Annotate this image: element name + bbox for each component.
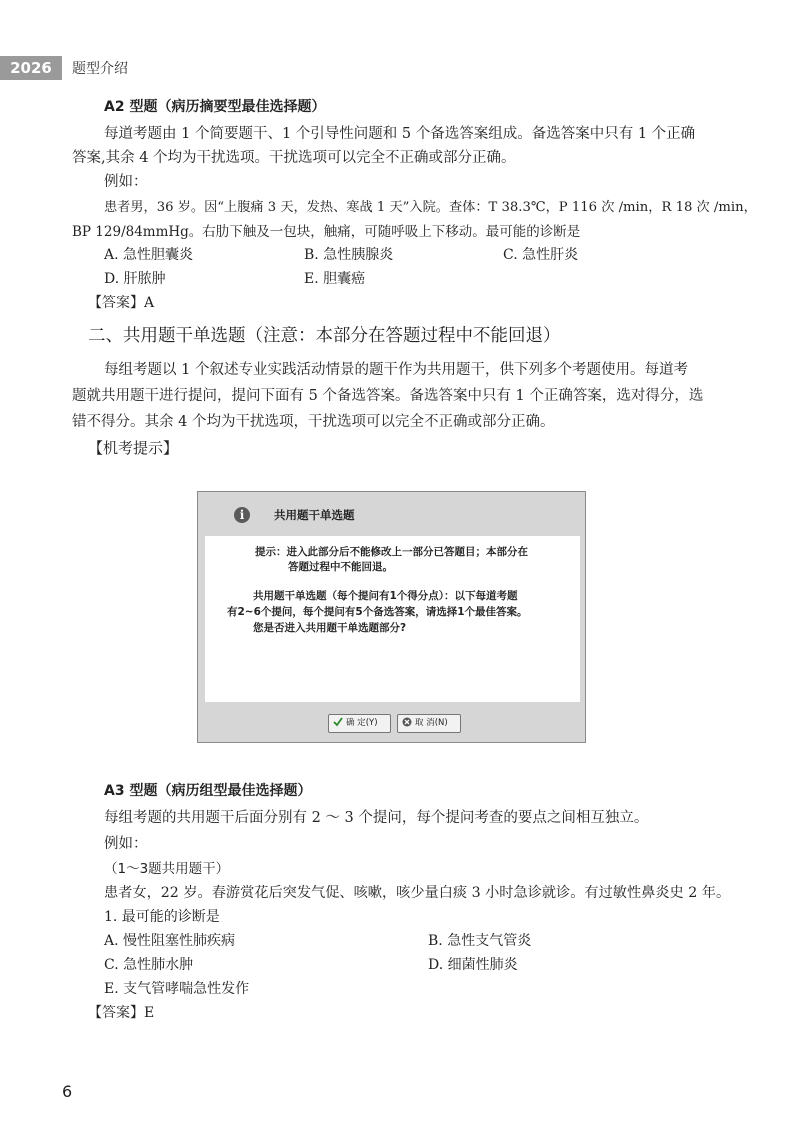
a2-option-d: D. 肝脓肿 (104, 271, 166, 287)
a3-option-d: D. 细菌性肺炎 (428, 957, 518, 973)
dialog-line4: 有2~6个提问，每个提问有5个备选答案，请选择1个最佳答案。 (227, 606, 528, 618)
a2-stem-line2: BP 129/84mmHg。右肋下触及一包块，触痛，可随呼吸上下移动。最可能的诊断是 (72, 224, 581, 240)
dialog-title: 共用题干单选题 (274, 508, 355, 522)
a2-desc-line2: 答案,其余 4 个均为干扰选项。干扰选项可以完全不正确或部分正确。 (72, 150, 516, 166)
dialog-line3: 共用题干单选题（每个提问有1个得分点）：以下每道考题 (253, 590, 518, 602)
a2-title: A2 型题（病历摘要型最佳选择题） (104, 99, 326, 115)
header-title: 题型介绍 (72, 61, 128, 77)
confirm-button-label: 确 定(Y) (346, 718, 378, 728)
a2-option-c: C. 急性肝炎 (503, 247, 579, 263)
a3-title: A3 型题（病历组型最佳选择题） (104, 783, 312, 799)
hint-title: 【机考提示】 (88, 439, 179, 457)
a3-example-label: 例如： (104, 836, 148, 852)
dialog-window (197, 491, 586, 743)
confirm-button[interactable] (328, 714, 391, 733)
section2-desc-line2: 题就共用题干进行提问，提问下面有 5 个备选答案。备选答案中只有 1 个正确答案，选对得分，选 (72, 388, 704, 404)
a3-option-a: A. 慢性阻塞性肺疾病 (104, 933, 236, 949)
a2-option-b: B. 急性胰腺炎 (304, 247, 394, 263)
checkmark-icon (333, 717, 343, 727)
a2-stem-line1: 患者男，36 岁。因“上腹痛 3 天，发热、寒战 1 天”入院。查体：T 38.3℃，P 116 次 /min，R 18 次 /min， (104, 200, 757, 215)
section2-desc-line3: 错不得分。其余 4 个均为干扰选项，干扰选项可以完全不正确或部分正确。 (72, 414, 555, 430)
a3-question: 1. 最可能的诊断是 (104, 909, 220, 925)
a2-desc-line1: 每道考题由 1 个简要题干、1 个引导性问题和 5 个备选答案组成。备选答案中只有 1 个正确 (104, 126, 696, 142)
dialog-body (205, 536, 580, 702)
a3-option-b: B. 急性支气管炎 (428, 933, 532, 949)
a2-example-label: 例如： (104, 174, 148, 190)
a3-option-c: C. 急性肺水肿 (104, 957, 194, 973)
page-number: 6 (62, 1082, 73, 1101)
year-badge: 2026 (0, 56, 62, 80)
section2-title: 二、共用题干单选题（注意：本部分在答题过程中不能回退） (88, 326, 561, 346)
a3-stem: 患者女，22 岁。春游赏花后突发气促、咳嗽，咳少量白痰 3 小时急诊就诊。有过敏性鼻炎史 2 年。 (104, 885, 731, 901)
section2-desc-line1: 每组考题以 1 个叙述专业实践活动情景的题干作为共用题干，供下列多个考题使用。每道考 (104, 362, 688, 378)
dialog-line2: 答题过程中不能回退。 (288, 561, 393, 573)
a2-option-e: E. 胆囊癌 (304, 271, 366, 287)
dialog-line1: 提示：进入此部分后不能修改上一部分已答题目；本部分在 (255, 546, 528, 558)
dialog-line5: 您是否进入共用题干单选题部分? (253, 622, 407, 634)
a3-option-e: E. 支气管哮喘急性发作 (104, 981, 250, 997)
a3-answer: 【答案】E (88, 1005, 155, 1021)
cancel-button[interactable] (397, 714, 461, 733)
a2-option-a: A. 急性胆囊炎 (104, 247, 194, 263)
a3-desc: 每组考题的共用题干后面分别有 2 ～ 3 个提问，每个提问考查的要点之间相互独立。 (104, 810, 649, 826)
a3-group-label: （1～3题共用题干） (104, 861, 230, 877)
a2-answer: 【答案】A (88, 295, 155, 311)
cancel-button-label: 取 消(N) (415, 718, 448, 728)
cancel-icon (402, 717, 412, 727)
info-icon: i (234, 507, 250, 523)
